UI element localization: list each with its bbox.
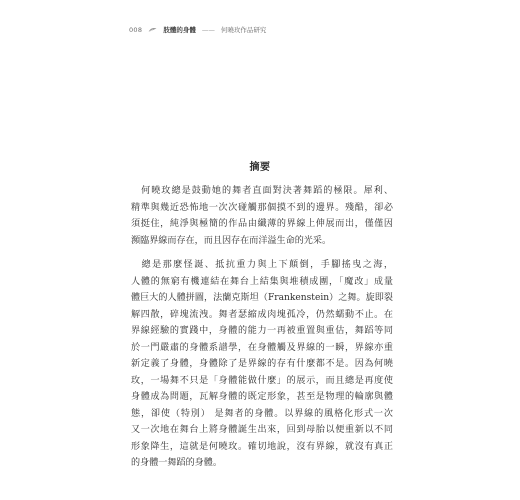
- book-subtitle: 何曉玫作品研究: [220, 26, 267, 34]
- abstract-paragraph: [131, 257, 393, 472]
- paragraph-line: 解四散，碎塊流洩。舞者瑟縮成肉塊孤冷，仍然蠕動不止。在: [131, 309, 393, 320]
- paragraph-line: 身體成為問題，瓦解身體的既定形象，甚至是物理的輪廓與體: [131, 392, 393, 402]
- leaf-ornament-icon: [148, 27, 157, 33]
- paragraph-line: 新定義了身體，身體除了是界線的存有什麼都不是。因為何曉: [131, 359, 393, 369]
- paragraph-line: 人體的無窮有機連結在舞台上結集與堆積成團，「魔改」成量: [131, 276, 393, 287]
- paragraph-line: 又一次地在舞台上將身體誕生出來，回到母胎以便重新以不同: [131, 425, 393, 435]
- paragraph-line: 界線經驗的實踐中，身體的能力一再被重置與重估，舞蹈等同: [131, 326, 393, 336]
- paragraph-line: 形象降生，這就是何曉玫。確切地說，沒有界線，就沒有真正: [131, 441, 393, 452]
- paragraph-line: 瀕臨界線而存在，而且因存在而洋溢生命的光采。: [131, 235, 332, 246]
- page-number: 008: [129, 25, 143, 34]
- paragraph-line: 精準與幾近恐怖地一次次碰觸那個摸不到的邊界。殘酷，卻必: [131, 202, 393, 213]
- paragraph-line: 於一門嚴肅的身體系譜學，在身體觸及界線的一瞬，界線亦重: [131, 342, 393, 353]
- abstract-body: [131, 183, 393, 472]
- header-dash: ——: [201, 25, 215, 34]
- paragraph-line: 態，卻使（特別） 是舞者的身體。以界線的風格化形式一次: [131, 408, 393, 419]
- paragraph-line: 的身體一舞蹈的身體。: [131, 458, 222, 468]
- paragraph-gap: [131, 249, 393, 257]
- book-title: 肢體的身體: [163, 26, 196, 34]
- paragraph-line: 玫，一場舞不只是「身體能做什麼」的展示，而且總是再度使: [131, 375, 393, 386]
- paragraph-line: 體巨大的人體拼圖，法蘭克斯坦（Frankenstein）之舞。旋即裂: [131, 293, 393, 303]
- running-header: [129, 25, 266, 34]
- abstract-title: 摘要: [249, 162, 271, 173]
- paragraph-line: 須挺住，純淨與極簡的作品由纖薄的界線上伸展而出，僅僅因: [131, 219, 393, 229]
- paragraph-line: 總是那麼怪誕、抵抗重力與上下顛倒，手腳搖曳之海，: [131, 260, 393, 270]
- abstract-paragraph: [131, 183, 393, 249]
- paragraph-line: 何曉玫總是鼓動她的舞者直面對決著舞蹈的極限。犀利、: [131, 186, 393, 196]
